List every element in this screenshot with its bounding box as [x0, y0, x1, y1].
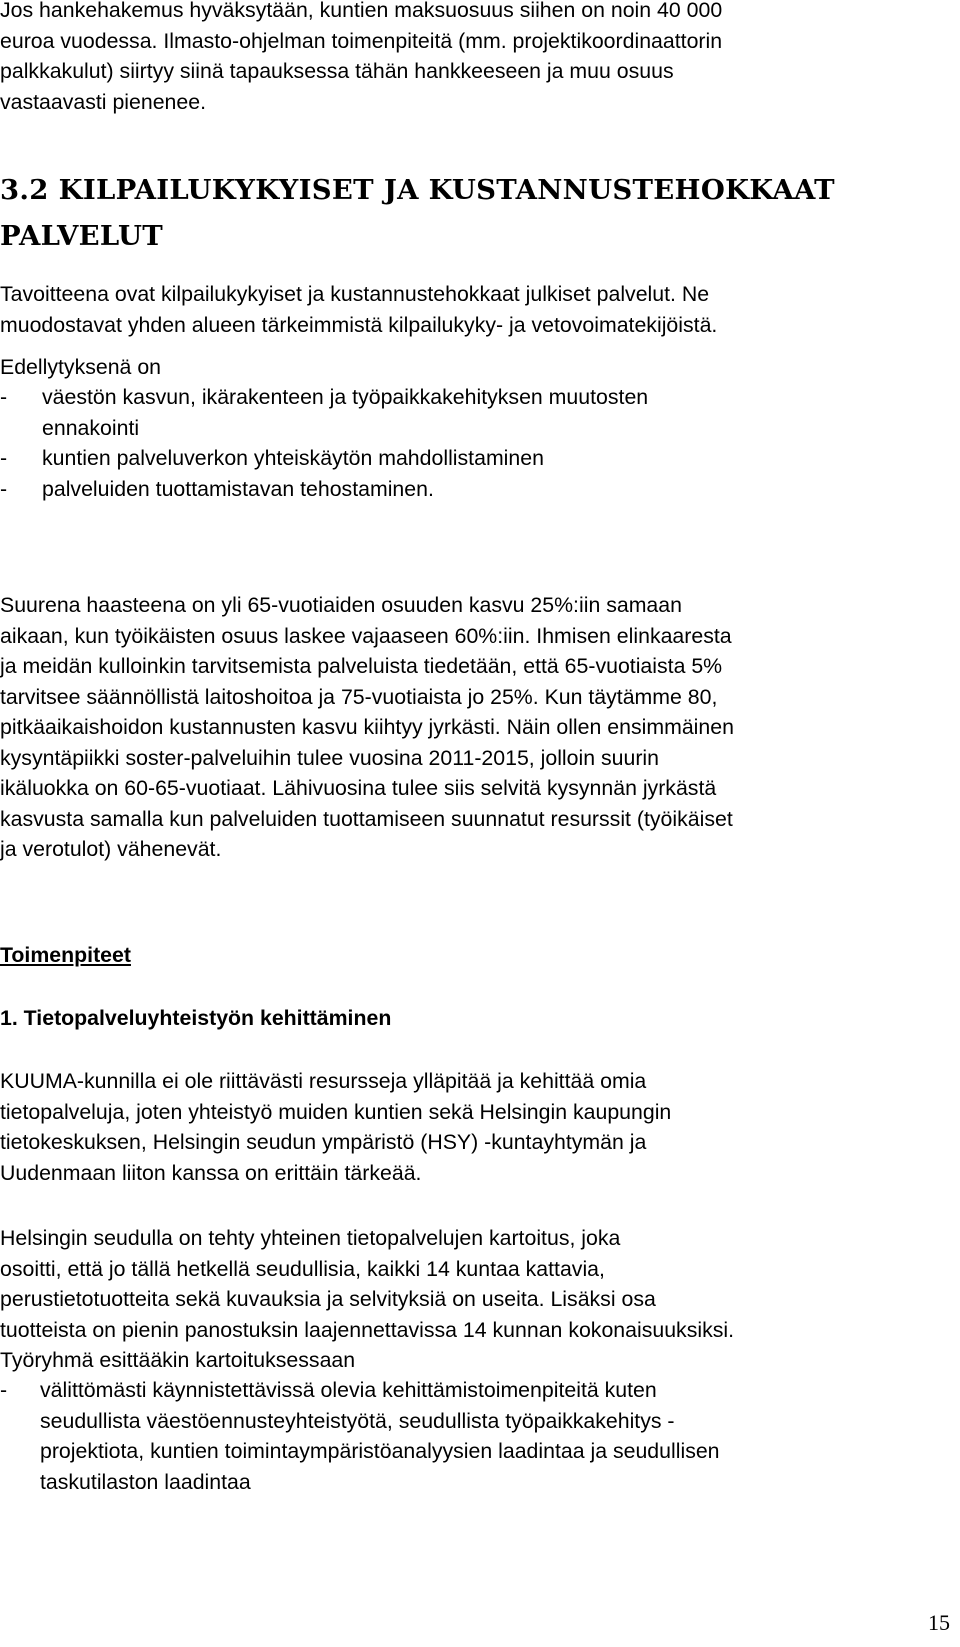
- measure-paragraph-line: KUUMA-kunnilla ei ole riittävästi resursseja ylläpitää ja kehittää omia: [0, 1069, 647, 1093]
- goal-paragraph: [0, 279, 955, 340]
- measure-bullet-list: [0, 1375, 955, 1497]
- measure-paragraph-line: tietopalveluja, joten yhteistyö muiden kuntien sekä Helsingin kaupungin: [0, 1099, 672, 1124]
- intro-line: euroa vuodessa. Ilmasto-ohjelman toimenpiteitä (mm. projektikoordinaattorin: [0, 28, 723, 53]
- challenge-line: pitkäaikaishoidon kustannusten kasvu kiihtyy jyrkästi. Näin ollen ensimmäinen: [0, 715, 734, 739]
- measure-paragraph-line: Uudenmaan liiton kanssa on erittäin tärkeää.: [0, 1160, 422, 1185]
- list-item-line: seudullista väestöennusteyhteistyötä, seudullista työpaikkakehitys -: [40, 1408, 675, 1433]
- list-item: [0, 1375, 955, 1497]
- measure-paragraph-line: tuotteista on pienin panostuksin laajennettavissa 14 kunnan kokonaisuuksiksi.: [0, 1317, 735, 1342]
- list-item: [0, 443, 955, 474]
- list-item-line: taskutilaston laadintaa: [40, 1469, 251, 1494]
- list-item-line: projektiota, kuntien toimintaympäristöanalyysien laadintaa ja seudullisen: [40, 1439, 720, 1463]
- intro-line: vastaavasti pienenee.: [0, 89, 207, 114]
- measure-paragraph-line: perustietotuotteita sekä kuvauksia ja selvityksiä on useita. Lisäksi osa: [0, 1287, 656, 1311]
- challenge-line: Suurena haasteena on yli 65-vuotiaiden osuuden kasvu 25%:iin samaan: [0, 593, 682, 617]
- prerequisite-list: [0, 382, 955, 504]
- measure-paragraph-2: [0, 1223, 955, 1376]
- list-item: [0, 382, 955, 443]
- section-heading: [0, 167, 955, 259]
- intro-line: palkkakulut) siirtyy siinä tapauksessa tähän hankkeeseen ja muu osuus: [0, 59, 674, 83]
- dash-marker: -: [0, 446, 8, 470]
- intro-paragraph: [0, 0, 955, 117]
- challenge-line: tarvitsee säännöllistä laitoshoitoa ja 75-vuotiaista jo 25%. Kun täytämme 80,: [0, 684, 718, 709]
- measures-title: Toimenpiteet: [0, 943, 131, 967]
- goal-line: muodostavat yhden alueen tärkeimmistä kilpailukyky- ja vetovoimatekijöistä.: [0, 312, 718, 337]
- dash-marker: -: [0, 385, 8, 409]
- list-item-line: palveluiden tuottamistavan tehostaminen.: [42, 476, 434, 501]
- measure-item-title: 1. Tietopalveluyhteistyön kehittäminen: [0, 1006, 392, 1030]
- list-item-line: väestön kasvun, ikärakenteen ja työpaikkakehityksen muutosten: [42, 385, 649, 409]
- measure-paragraph-1: [0, 1066, 955, 1188]
- page-number: 15: [928, 1610, 950, 1635]
- intro-line: Jos hankehakemus hyväksytään, kuntien maksuosuus siihen on noin 40 000: [0, 0, 723, 22]
- goal-line: Tavoitteena ovat kilpailukykyiset ja kustannustehokkaat julkiset palvelut. Ne: [0, 282, 710, 306]
- challenge-line: ja meidän kulloinkin tarvitsemista palveluista tiedetään, että 65-vuotiaista 5%: [0, 654, 723, 678]
- challenge-line: kasvusta samalla kun palveluiden tuottamiseen suunnatut resurssit (työikäiset: [0, 806, 733, 831]
- challenge-line: kysyntäpiikki soster-palveluihin tulee vuosina 2011-2015, jolloin suurin: [0, 745, 659, 770]
- list-item: [0, 474, 955, 505]
- measure-paragraph-line: osoitti, että jo tällä hetkellä seudullisia, kaikki 14 kuntaa kattavia,: [0, 1256, 605, 1281]
- measure-paragraph-line: tietokeskuksen, Helsingin seudun ympäristö (HSY) -kuntayhtymän ja: [0, 1130, 647, 1154]
- list-item-line: välittömästi käynnistettävissä olevia kehittämistoimenpiteitä kuten: [40, 1378, 657, 1402]
- prerequisite-label: Edellytyksenä on: [0, 355, 162, 379]
- measure-paragraph-line: Työryhmä esittääkin kartoituksessaan: [0, 1348, 356, 1372]
- challenge-line: aikaan, kun työikäisten osuus laskee vajaaseen 60%:iin. Ihmisen elinkaaresta: [0, 623, 732, 648]
- list-item-line: kuntien palveluverkon yhteiskäytön mahdollistaminen: [42, 446, 544, 470]
- challenge-line: ikäluokka on 60-65-vuotiaat. Lähivuosina tulee siis selvitä kysynnän jyrkästä: [0, 776, 717, 800]
- list-item-line: ennakointi: [42, 415, 140, 440]
- section-heading-line: PALVELUT: [0, 220, 164, 252]
- challenge-line: ja verotulot) vähenevät.: [0, 837, 222, 861]
- section-heading-line: 3.2 KILPAILUKYKYISET JA KUSTANNUSTEHOKKAAT: [0, 174, 835, 206]
- challenge-paragraph: [0, 590, 955, 865]
- measure-paragraph-line: Helsingin seudulla on tehty yhteinen tietopalvelujen kartoitus, joka: [0, 1226, 621, 1250]
- dash-marker: -: [0, 476, 8, 501]
- dash-marker: -: [0, 1378, 8, 1402]
